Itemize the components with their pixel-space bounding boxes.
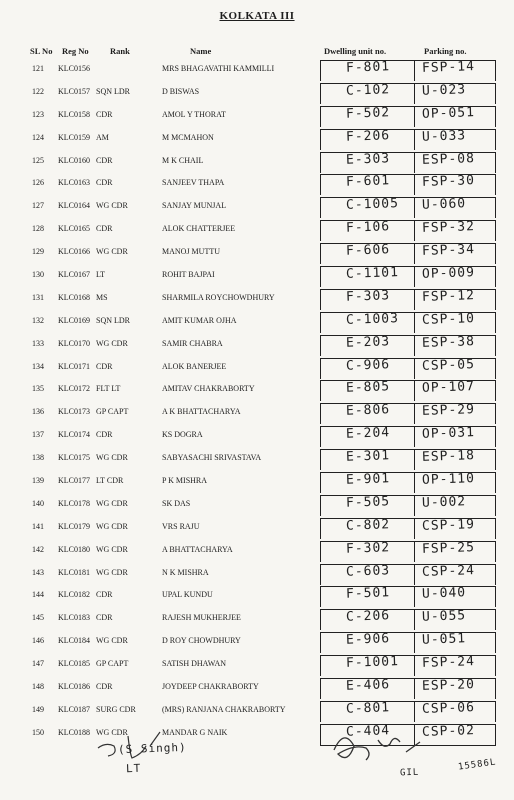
reg-no-cell: KLC0167: [58, 270, 90, 280]
left-signature-rank: LT: [125, 761, 142, 776]
parking-no-cell: FSP-25: [421, 539, 476, 557]
table-row: [0, 264, 514, 287]
name-cell: D ROY CHOWDHURY: [162, 636, 241, 646]
sl-no-cell: 124: [32, 132, 44, 142]
dwelling-unit-cell: E-203: [345, 333, 391, 351]
dwelling-unit-cell: F-302: [345, 539, 391, 557]
rank-cell: CDR: [96, 178, 113, 188]
rank-cell: WG CDR: [96, 247, 128, 257]
sl-no-cell: 146: [32, 636, 44, 646]
rank-cell: SQN LDR: [96, 315, 131, 325]
rank-cell: FLT LT: [96, 384, 121, 394]
dwelling-unit-cell: F-106: [345, 219, 391, 237]
page-title: KOLKATA III: [219, 10, 295, 22]
reg-no-cell: KLC0163: [58, 178, 90, 188]
table-row: [0, 516, 514, 539]
dwelling-unit-cell: C-801: [345, 700, 391, 717]
sl-no-cell: 148: [32, 682, 44, 692]
name-cell: SANJEEV THAPA: [162, 178, 225, 188]
name-cell: M MCMAHON: [162, 132, 214, 142]
sl-no-cell: 135: [32, 384, 44, 394]
rank-cell: AM: [96, 132, 109, 142]
dwelling-unit-cell: C-603: [345, 562, 391, 580]
sl-no-cell: 142: [32, 544, 44, 554]
parking-no-cell: U-040: [421, 585, 467, 603]
sl-no-cell: 131: [32, 292, 44, 302]
reg-no-cell: KLC0157: [58, 86, 90, 96]
name-cell: SATISH DHAWAN: [162, 659, 227, 669]
reg-no-cell: KLC0156: [58, 64, 90, 73]
rank-cell: WG CDR: [96, 567, 128, 577]
dwelling-unit-cell: F-606: [345, 242, 391, 259]
reg-no-cell: KLC0186: [58, 682, 90, 692]
reg-no-cell: KLC0183: [58, 613, 90, 623]
name-cell: UPAL KUNDU: [162, 590, 213, 600]
right-signature-number: 15586L: [457, 757, 498, 773]
table-row: [0, 127, 514, 150]
table-row: [0, 218, 514, 241]
dwelling-unit-cell: F-502: [345, 105, 391, 122]
table-row: [0, 378, 514, 401]
parking-no-cell: CSP-06: [421, 700, 476, 717]
right-signature-initials: GIL: [399, 767, 420, 779]
reg-no-cell: KLC0182: [58, 590, 90, 600]
rank-cell: MS: [96, 292, 108, 302]
rank-cell: SURG CDR: [96, 704, 136, 714]
reg-no-cell: KLC0165: [58, 224, 90, 234]
header-dwelling-unit: Dwelling unit no.: [324, 46, 387, 56]
sl-no-cell: 145: [32, 613, 44, 623]
sl-no-cell: 150: [32, 727, 44, 737]
sl-no-cell: 139: [32, 476, 44, 486]
dwelling-unit-cell: C-1101: [345, 265, 400, 282]
reg-no-cell: KLC0159: [58, 132, 90, 142]
table-row: [0, 241, 514, 264]
name-cell: (MRS) RANJANA CHAKRABORTY: [162, 704, 286, 714]
name-cell: M K CHAIL: [162, 155, 204, 165]
table-row: [0, 562, 514, 585]
name-cell: ALOK CHATTERJEE: [162, 224, 236, 234]
sl-no-cell: 129: [32, 247, 44, 257]
name-cell: AMITAV CHAKRABORTY: [162, 384, 255, 394]
rank-cell: CDR: [96, 155, 113, 165]
reg-no-cell: KLC0171: [58, 361, 90, 371]
name-cell: VRS RAJU: [162, 521, 200, 531]
table-row: [0, 58, 514, 81]
reg-no-cell: KLC0188: [58, 727, 90, 737]
table-row: [0, 195, 514, 218]
dwelling-unit-cell: F-1001: [345, 654, 400, 672]
rank-cell: WG CDR: [96, 727, 128, 737]
dwelling-unit-cell: E-806: [345, 402, 391, 420]
parking-no-cell: CSP-10: [421, 310, 476, 328]
dwelling-unit-cell: E-204: [345, 425, 391, 443]
parking-no-cell: CSP-02: [421, 722, 476, 740]
sl-no-cell: 138: [32, 453, 44, 463]
rank-cell: WG CDR: [96, 498, 128, 508]
reg-no-cell: KLC0173: [58, 407, 90, 417]
name-cell: MANOJ MUTTU: [162, 247, 220, 257]
table-row: [0, 287, 514, 310]
reg-no-cell: KLC0180: [58, 544, 90, 554]
rank-cell: GP CAPT: [96, 659, 129, 669]
rank-cell: CDR: [96, 361, 113, 371]
parking-no-cell: U-033: [421, 127, 467, 145]
name-cell: A BHATTACHARYA: [162, 544, 233, 554]
dwelling-unit-cell: F-303: [345, 288, 391, 305]
reg-no-cell: KLC0175: [58, 453, 90, 463]
parking-no-cell: OP-031: [421, 425, 476, 443]
reg-no-cell: KLC0172: [58, 384, 90, 394]
parking-no-cell: CSP-24: [421, 562, 476, 580]
rank-cell: WG CDR: [96, 521, 128, 531]
dwelling-unit-cell: F-505: [345, 494, 391, 511]
parking-no-cell: OP-009: [421, 265, 476, 282]
sl-no-cell: 136: [32, 407, 44, 417]
name-cell: ROHIT BAJPAI: [162, 270, 215, 280]
parking-no-cell: U-060: [421, 196, 467, 214]
reg-no-cell: KLC0169: [58, 315, 90, 325]
table-row: [0, 584, 514, 607]
dwelling-unit-cell: F-501: [345, 585, 391, 603]
sl-no-cell: 126: [32, 178, 44, 188]
sl-no-cell: 134: [32, 361, 44, 371]
reg-no-cell: KLC0187: [58, 704, 90, 714]
name-cell: SANJAY MUNJAL: [162, 201, 227, 211]
rank-cell: GP CAPT: [96, 407, 129, 417]
table-row: [0, 172, 514, 195]
name-cell: N K MISHRA: [162, 567, 209, 577]
table-row: [0, 401, 514, 424]
parking-no-cell: OP-107: [421, 379, 476, 397]
left-signature-name: (S Singh): [117, 740, 187, 757]
right-signature: [322, 720, 472, 800]
parking-no-cell: FSP-24: [421, 654, 476, 672]
table-row: [0, 653, 514, 676]
dwelling-unit-cell: C-906: [345, 356, 391, 374]
name-cell: AMIT KUMAR OJHA: [162, 315, 237, 325]
rank-cell: SQN LDR: [96, 86, 131, 96]
table-row: [0, 104, 514, 127]
parking-no-cell: ESP-29: [421, 402, 476, 420]
sl-no-cell: 125: [32, 155, 44, 165]
dwelling-unit-cell: C-802: [345, 517, 391, 534]
sl-no-cell: 122: [32, 86, 44, 96]
header-parking: Parking no.: [424, 46, 467, 56]
name-cell: AMOL Y THORAT: [162, 109, 226, 119]
rank-cell: WG CDR: [96, 453, 128, 463]
reg-no-cell: KLC0164: [58, 201, 90, 211]
reg-no-cell: KLC0168: [58, 292, 90, 302]
parking-no-cell: FSP-30: [421, 173, 476, 191]
name-cell: D BISWAS: [162, 86, 200, 96]
table-row: [0, 493, 514, 516]
sl-no-cell: 123: [32, 109, 44, 119]
table-row: [0, 333, 514, 356]
sl-no-cell: 132: [32, 315, 44, 325]
name-cell: SK DAS: [162, 498, 191, 508]
table-row: [0, 630, 514, 653]
table-row: [0, 470, 514, 493]
dwelling-unit-cell: C-102: [345, 82, 391, 99]
sl-no-cell: 141: [32, 521, 44, 531]
name-cell: A K BHATTACHARYA: [162, 407, 241, 417]
name-cell: P K MISHRA: [162, 476, 208, 486]
rank-cell: CDR: [96, 613, 113, 623]
parking-no-cell: CSP-19: [421, 516, 476, 534]
sl-no-cell: 128: [32, 224, 44, 234]
signature-area: [0, 720, 514, 800]
reg-no-cell: KLC0166: [58, 247, 90, 257]
table-row: [0, 607, 514, 630]
rank-cell: CDR: [96, 590, 113, 600]
parking-no-cell: U-002: [421, 494, 467, 511]
rank-cell: LT CDR: [96, 476, 124, 486]
dwelling-unit-cell: E-901: [345, 471, 391, 488]
parking-no-cell: ESP-08: [421, 150, 476, 168]
rank-cell: WG CDR: [96, 636, 128, 646]
table-row: [0, 447, 514, 470]
rank-cell: CDR: [96, 224, 113, 234]
rank-cell: CDR: [96, 109, 113, 119]
parking-no-cell: FSP-14: [421, 59, 476, 76]
reg-no-cell: KLC0174: [58, 430, 90, 440]
reg-no-cell: KLC0170: [58, 338, 90, 348]
parking-no-cell: ESP-18: [421, 448, 476, 466]
table-row: [0, 539, 514, 562]
sl-no-cell: 149: [32, 704, 44, 714]
name-cell: JOYDEEP CHAKRABORTY: [162, 682, 259, 692]
parking-no-cell: OP-051: [421, 104, 476, 122]
parking-no-cell: ESP-38: [421, 333, 476, 351]
parking-no-cell: U-051: [421, 631, 467, 649]
reg-no-cell: KLC0158: [58, 109, 90, 119]
dwelling-unit-cell: E-406: [345, 677, 391, 694]
sl-no-cell: 127: [32, 201, 44, 211]
rank-cell: CDR: [96, 430, 113, 440]
reg-no-cell: KLC0179: [58, 521, 90, 531]
parking-no-cell: FSP-32: [421, 219, 476, 237]
rank-cell: CDR: [96, 682, 113, 692]
dwelling-unit-cell: C-1003: [345, 310, 400, 328]
sl-no-cell: 140: [32, 498, 44, 508]
rank-cell: WG CDR: [96, 544, 128, 554]
parking-no-cell: CSP-05: [421, 356, 476, 374]
sl-no-cell: 137: [32, 430, 44, 440]
dwelling-unit-cell: E-301: [345, 448, 391, 465]
reg-no-cell: KLC0185: [58, 659, 90, 669]
table-row: [0, 150, 514, 173]
rank-cell: LT: [96, 270, 106, 280]
name-cell: KS DOGRA: [162, 430, 203, 440]
name-cell: SHARMILA ROYCHOWDHURY: [162, 292, 275, 302]
table-row: [0, 310, 514, 333]
sl-no-cell: 133: [32, 338, 44, 348]
header-reg-no: Reg No: [62, 46, 89, 56]
dwelling-unit-cell: C-404: [345, 723, 391, 740]
sl-no-cell: 144: [32, 590, 44, 600]
table-row: [0, 424, 514, 447]
reg-no-cell: KLC0184: [58, 636, 90, 646]
parking-no-cell: OP-110: [421, 471, 476, 488]
dwelling-unit-cell: F-601: [345, 173, 391, 191]
dwelling-unit-cell: E-805: [345, 379, 391, 397]
table-row: [0, 81, 514, 104]
sl-no-cell: 147: [32, 659, 44, 669]
header-sl-no: SL No: [30, 46, 53, 56]
header-name: Name: [190, 46, 212, 56]
parking-no-cell: ESP-20: [421, 677, 476, 694]
name-cell: SABYASACHI SRIVASTAVA: [162, 453, 262, 463]
table-row: [0, 699, 514, 722]
dwelling-unit-cell: E-303: [345, 150, 391, 168]
name-cell: MRS BHAGAVATHI KAMMILLI: [162, 64, 275, 73]
reg-no-cell: KLC0177: [58, 476, 90, 486]
name-cell: RAJESH MUKHERJEE: [162, 613, 241, 623]
sl-no-cell: 130: [32, 270, 44, 280]
parking-no-cell: U-023: [421, 82, 467, 99]
sl-no-cell: 143: [32, 567, 44, 577]
parking-no-cell: FSP-12: [421, 287, 476, 305]
name-cell: MANDAR G NAIK: [162, 727, 228, 737]
dwelling-unit-cell: F-206: [345, 127, 391, 145]
dwelling-unit-cell: C-206: [345, 608, 391, 626]
dwelling-unit-cell: C-1005: [345, 196, 400, 214]
name-cell: ALOK BANERJEE: [162, 361, 227, 371]
sl-no-cell: 121: [32, 64, 44, 73]
parking-no-cell: FSP-34: [421, 242, 476, 260]
dwelling-unit-cell: F-801: [345, 59, 391, 76]
reg-no-cell: KLC0160: [58, 155, 90, 165]
parking-no-cell: U-055: [421, 608, 467, 626]
name-cell: SAMIR CHABRA: [162, 338, 223, 348]
table-row: [0, 356, 514, 379]
reg-no-cell: KLC0178: [58, 498, 90, 508]
rank-cell: WG CDR: [96, 201, 128, 211]
header-rank: Rank: [110, 46, 130, 56]
dwelling-unit-cell: E-906: [345, 631, 391, 649]
reg-no-cell: KLC0181: [58, 567, 90, 577]
left-signature: [88, 720, 198, 800]
allotment-table: [0, 58, 514, 745]
table-row: [0, 676, 514, 699]
rank-cell: WG CDR: [96, 338, 128, 348]
